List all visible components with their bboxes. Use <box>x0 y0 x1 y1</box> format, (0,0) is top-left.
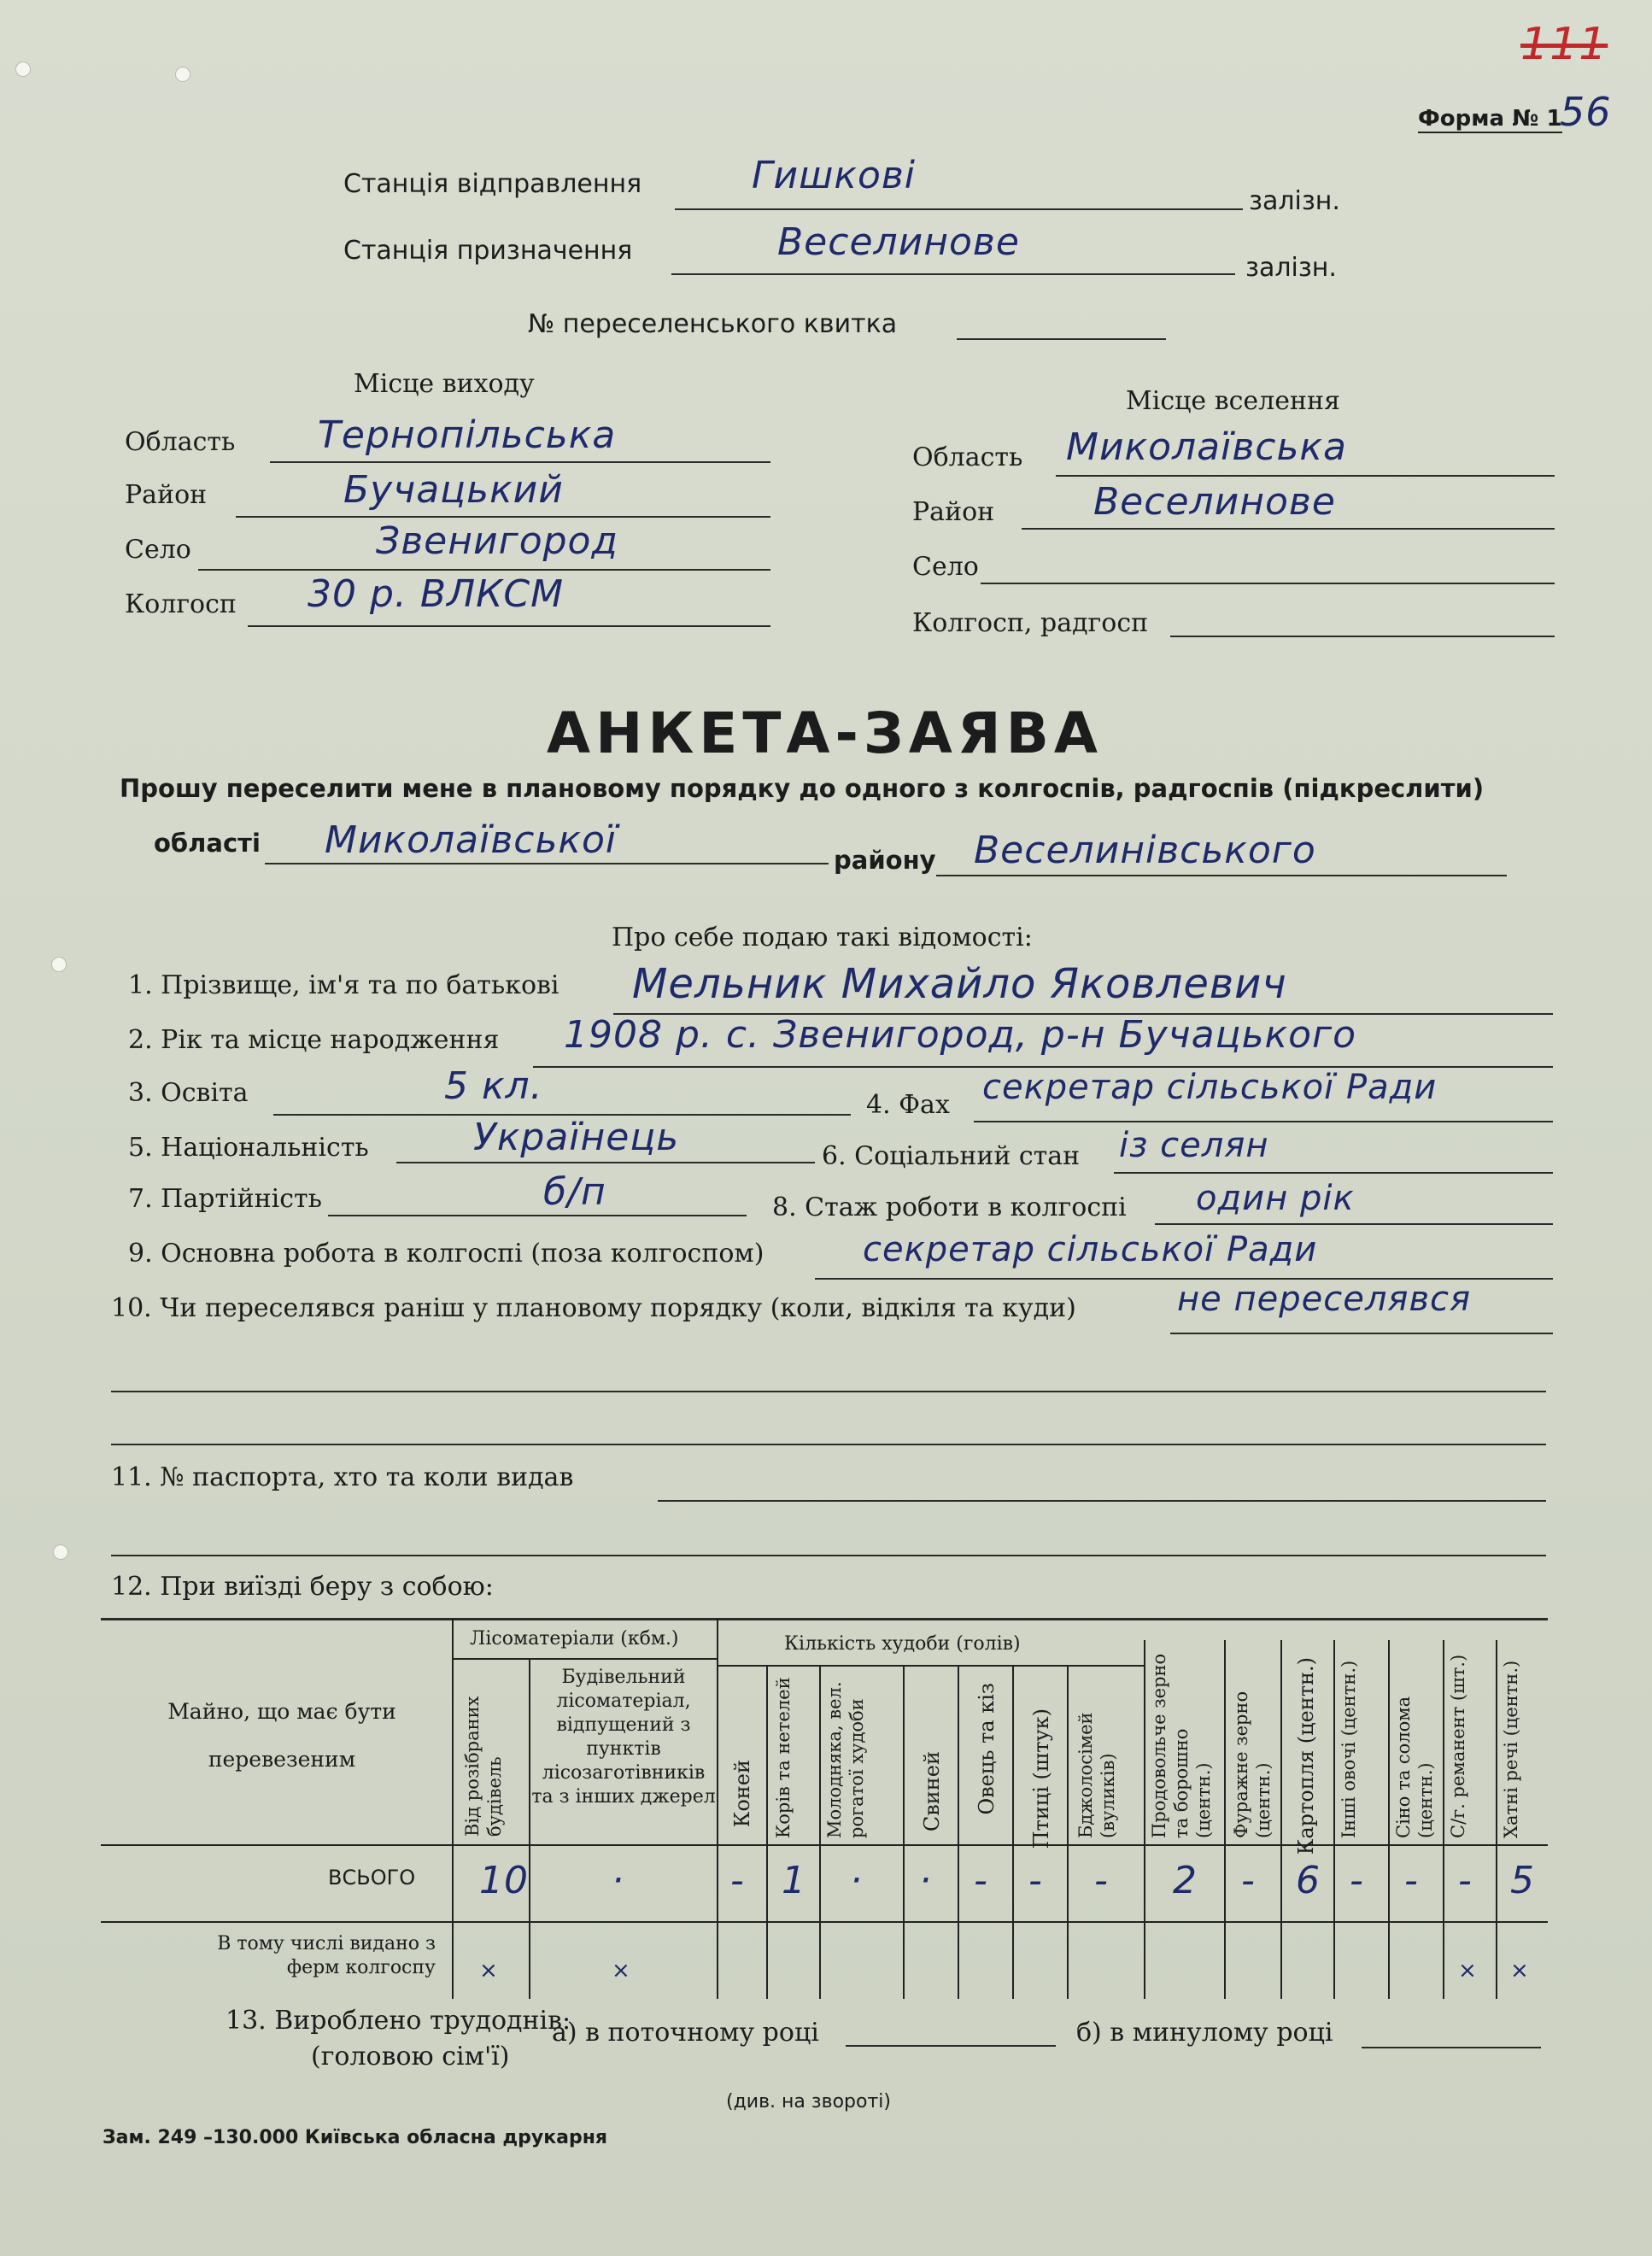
table-cell: × <box>1458 1958 1478 1984</box>
table-cell: 10 <box>479 1859 529 1902</box>
f2-value: 1908 р. с. Звенигород, р-н Бучацького <box>564 1013 1357 1057</box>
table-cell: × <box>612 1958 631 1984</box>
request-line: Прошу переселити мене в плановому порядку до одного з колгоспів, радгоспів (підкреслити) <box>120 774 1485 803</box>
dest-raion-label: Район <box>912 497 995 527</box>
see-reverse-note: (див. на звороті) <box>726 2091 891 2112</box>
table-cell: 2 <box>1173 1859 1198 1902</box>
origin-oblast-value: Тернопільська <box>318 413 617 457</box>
dest-selo-label: Село <box>912 552 979 582</box>
table-row2-label: В тому числі видано з ферм колгоспу <box>217 1933 436 1978</box>
f2-label: 2. Рік та місце народження <box>128 1025 500 1055</box>
f12-label: 12. При виїзді беру з собою: <box>111 1572 494 1602</box>
workdays-a-label: а) в поточному році <box>552 2018 819 2048</box>
destination-station-suffix: залізн. <box>1245 253 1337 283</box>
f5-value: Українець <box>473 1116 680 1159</box>
table-cell: · <box>850 1859 863 1902</box>
table-cell: 1 <box>782 1859 806 1902</box>
f8-label: 8. Стаж роботи в колгоспі <box>772 1192 1127 1222</box>
table-cell: · <box>919 1859 932 1902</box>
table-cell: × <box>1510 1958 1530 1984</box>
dest-oblast-label: Область <box>912 442 1023 472</box>
f3-label: 3. Освіта <box>128 1078 249 1108</box>
table-col-header: Фуражне зерно (центн.) <box>1231 1691 1274 1838</box>
table-cell: - <box>974 1859 988 1902</box>
form-title: АНКЕТА-ЗАЯВА <box>547 700 1104 766</box>
origin-title: Місце виходу <box>354 369 535 399</box>
table-cell: - <box>1094 1859 1109 1902</box>
destination-station-label: Станція призначення <box>343 236 633 266</box>
table-col0-header: Майно, що має бути перевезеним <box>167 1699 396 1772</box>
request-raion-label: району <box>834 846 936 875</box>
ticket-label: № переселенського квитка <box>528 309 898 339</box>
table-col-header: Свиней <box>920 1751 944 1832</box>
f10-label: 10. Чи переселявся раніш у плановому порядку (коли, відкіля та куди) <box>111 1293 1076 1323</box>
request-oblast-label: області <box>154 829 261 858</box>
dest-oblast-value: Миколаївська <box>1066 425 1347 469</box>
table-cell: - <box>730 1859 745 1902</box>
table-col-header: Картопля (центн.) <box>1294 1657 1318 1855</box>
origin-kolhosp-value: 30 р. ВЛКСМ <box>308 572 565 616</box>
f1-value: Мельник Михайло Яковлевич <box>632 960 1287 1008</box>
table-col-header: Птиці (штук) <box>1029 1708 1053 1849</box>
origin-selo-value: Звенигород <box>376 519 618 563</box>
table-col-header: Інші овочі (центн.) <box>1339 1660 1359 1838</box>
workdays-label: 13. Вироблено трудоднів: <box>226 2006 571 2036</box>
request-raion-value: Веселинівського <box>974 829 1316 872</box>
f5-label: 5. Національність <box>128 1133 369 1163</box>
origin-raion-value: Бучацький <box>343 468 564 512</box>
workdays-sublabel: (головою сім'ї) <box>311 2042 510 2071</box>
intro-text: Про себе подаю такі відомості: <box>612 923 1033 952</box>
printer-imprint: Зам. 249 –130.000 Київська обласна друкарня <box>103 2127 608 2148</box>
f4-value: секретар сільської Ради <box>982 1068 1438 1107</box>
origin-kolhosp-label: Колгосп <box>125 589 237 619</box>
table-cell: 5 <box>1510 1859 1535 1902</box>
table-cell: - <box>1241 1859 1256 1902</box>
table-col-header: Овець та кіз <box>975 1683 999 1815</box>
request-oblast-value: Миколаївської <box>325 818 618 862</box>
table-cell: · <box>612 1859 624 1902</box>
table-col-header: Хатні речі (центн.) <box>1501 1660 1521 1838</box>
f7-label: 7. Партійність <box>128 1184 322 1214</box>
form-number-label: Форма № 1 <box>1418 106 1562 132</box>
table-col-header: Продовольче зерно та борошно (центн.) <box>1149 1653 1214 1838</box>
table-group-lumber: Лісоматеріали (кбм.) <box>470 1628 679 1650</box>
origin-raion-label: Район <box>125 480 208 510</box>
table-col-header: С/г. реманент (шт.) <box>1448 1654 1468 1838</box>
table-cell: × <box>479 1958 499 1984</box>
departure-suffix: залізн. <box>1249 186 1340 216</box>
table-cell: - <box>1028 1859 1043 1902</box>
table-cell: - <box>1458 1859 1473 1902</box>
dest-raion-value: Веселинове <box>1093 480 1336 524</box>
dest-kolhosp-label: Колгосп, радгосп <box>912 608 1149 638</box>
origin-selo-label: Село <box>125 535 191 565</box>
table-col-header: Бджолосімей (вуликів) <box>1075 1712 1118 1838</box>
table-col-header: Молодняка, вел. рогатої худоби <box>824 1681 867 1838</box>
f7-value: б/п <box>543 1170 606 1214</box>
departure-value: Гишкові <box>752 154 917 197</box>
f6-label: 6. Соціальний стан <box>822 1141 1081 1171</box>
dest-title: Місце вселення <box>1126 386 1340 416</box>
departure-label: Станція відправлення <box>343 169 642 199</box>
f4-label: 4. Фах <box>866 1090 950 1120</box>
f9-label: 9. Основна робота в колгоспі (поза колгоспом) <box>128 1239 764 1269</box>
table-cell: - <box>1404 1859 1419 1902</box>
f3-value: 5 кл. <box>444 1064 543 1108</box>
f8-value: один рік <box>1196 1179 1355 1218</box>
destination-station-value: Веселинове <box>777 220 1020 264</box>
table-col-header: Сіно та солома (центн.) <box>1393 1696 1436 1838</box>
handwritten-sheet-number: 56 <box>1560 89 1612 135</box>
f9-value: секретар сільської Ради <box>863 1230 1318 1269</box>
table-cell: - <box>1350 1859 1364 1902</box>
origin-oblast-label: Область <box>125 427 236 457</box>
table-col-header: Будівельний лісоматеріал, відпущений з пунктів лісозаготівників та з інших джерел <box>531 1667 716 1808</box>
table-row1-label: ВСЬОГО <box>328 1866 416 1890</box>
f11-label: 11. № паспорта, хто та коли видав <box>111 1462 574 1492</box>
f10-value: не переселявся <box>1177 1280 1472 1319</box>
table-cell: 6 <box>1296 1859 1321 1902</box>
workdays-b-line <box>1362 2047 1541 2048</box>
workdays-a-line <box>846 2045 1056 2047</box>
archive-number: 111 <box>1520 19 1608 70</box>
table-col-header: Корів та нетелей <box>773 1677 794 1838</box>
table-group-livestock: Кількість худоби (голів) <box>784 1633 1021 1655</box>
f1-label: 1. Прізвище, ім'я та по батькові <box>128 970 559 1000</box>
workdays-b-label: б) в минулому році <box>1076 2018 1333 2048</box>
table-col-header: Коней <box>730 1760 754 1828</box>
table-col-header: Від розібраних будівель <box>462 1696 505 1837</box>
f6-value: із селян <box>1119 1126 1269 1165</box>
